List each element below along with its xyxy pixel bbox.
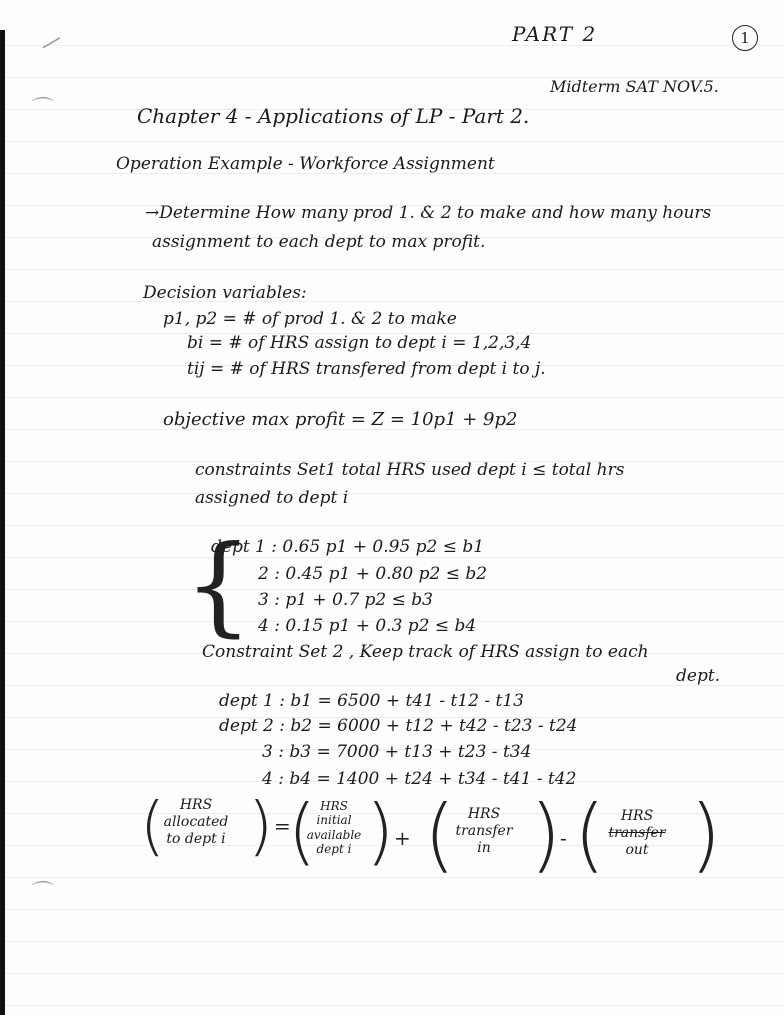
part-label: PART 2: [512, 22, 598, 46]
equals-sign: =: [274, 814, 291, 838]
decision-variable-item: p1, p2 = # of prod 1. & 2 to make: [163, 309, 457, 329]
left-paren: (: [574, 788, 606, 881]
objective-function: objective max profit = Z = 10p1 + 9p2: [163, 409, 518, 430]
constraint-row: 2 : 0.45 p1 + 0.80 p2 ≤ b2: [258, 564, 488, 584]
transfer-out-box: HRS transfer out: [608, 808, 666, 858]
balance-equation: dept 1 : b1 = 6500 + t41 - t12 - t13: [219, 691, 524, 711]
hole-punch-mark: —: [35, 26, 67, 59]
determine-line-2: assignment to each dept to max profit.: [152, 232, 486, 252]
right-paren: ): [366, 789, 395, 873]
constraint-set1-line-2: assigned to dept i: [195, 488, 349, 508]
page-number: 1: [732, 25, 758, 51]
left-paren: (: [288, 789, 317, 873]
left-paren: (: [424, 788, 456, 881]
right-paren: ): [248, 790, 273, 864]
constraint-row: dept 1 : 0.65 p1 + 0.95 p2 ≤ b1: [211, 537, 485, 557]
transfer-in-box: HRS transfer in: [455, 806, 513, 856]
determine-line-1: →Determine How many prod 1. & 2 to make and how many hours: [145, 203, 712, 223]
hole-punch-mark: ⌒: [32, 97, 55, 122]
scan-edge: [0, 30, 5, 1015]
constraint-set2-line-1: Constraint Set 2 , Keep track of HRS assign to each: [202, 642, 649, 662]
constraint-set2-line-2: dept.: [676, 666, 721, 686]
balance-equation: 4 : b4 = 1400 + t24 + t34 - t41 - t42: [262, 769, 577, 789]
constraint-row: 3 : p1 + 0.7 p2 ≤ b3: [258, 590, 433, 610]
midterm-note: Midterm SAT NOV.5.: [550, 77, 719, 96]
initial-hours-box: HRS initial available dept i: [306, 799, 362, 857]
right-paren: ): [690, 788, 722, 881]
right-paren: ): [530, 788, 562, 881]
curly-brace: {: [184, 523, 253, 648]
minus-sign: -: [560, 826, 567, 850]
constraint-set1-line-1: constraints Set1 total HRS used dept i ≤ total hrs: [195, 460, 625, 480]
balance-equation: 3 : b3 = 7000 + t13 + t23 - t34: [262, 742, 532, 762]
page-title: Chapter 4 - Applications of LP - Part 2.: [137, 104, 530, 128]
decision-variables-heading: Decision variables:: [143, 283, 307, 303]
constraint-row: 4 : 0.15 p1 + 0.3 p2 ≤ b4: [258, 616, 477, 636]
hole-punch-mark: ⌒: [32, 881, 55, 906]
decision-variable-item: bi = # of HRS assign to dept i = 1,2,3,4: [187, 333, 532, 353]
decision-variable-item: tij = # of HRS transfered from dept i to j.: [187, 359, 546, 379]
left-paren: (: [140, 790, 165, 864]
plus-sign: +: [394, 826, 411, 850]
subtitle: Operation Example - Workforce Assignment: [116, 154, 495, 174]
allocated-hours-box: HRS allocated to dept i: [163, 797, 229, 847]
balance-equation: dept 2 : b2 = 6000 + t12 + t42 - t23 - t24: [219, 716, 578, 736]
